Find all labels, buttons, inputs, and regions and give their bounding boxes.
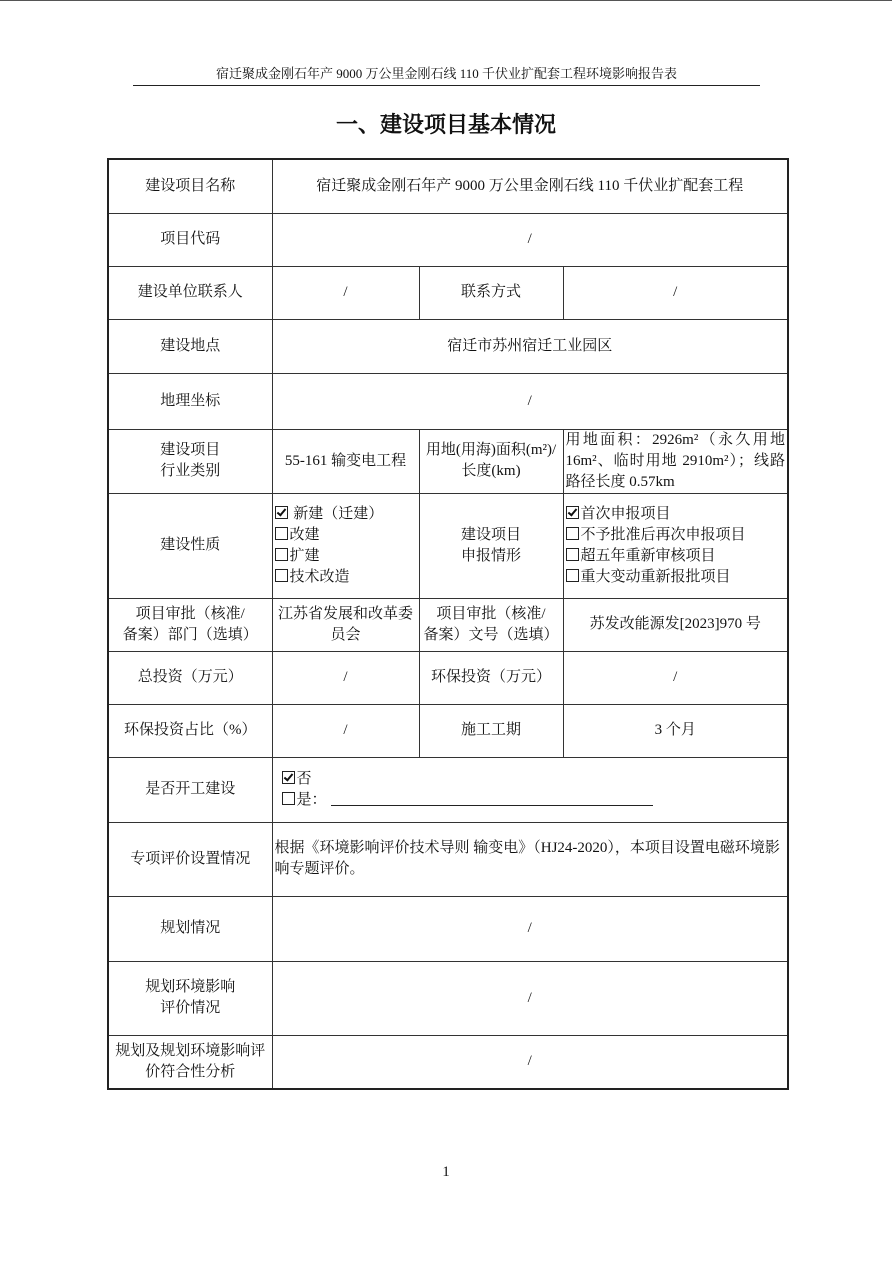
label <box>419 598 563 651</box>
option-label: 技术改造 <box>289 568 350 585</box>
label-line: 价符合性分析 <box>145 1063 236 1080</box>
value: / <box>272 704 419 757</box>
option-no[interactable] <box>282 769 786 790</box>
label: 施工工期 <box>419 704 563 757</box>
label-line: 项目审批（核准/ <box>135 605 245 622</box>
declaration-options <box>563 493 788 598</box>
row-location <box>108 319 788 373</box>
label-line: 备案）部门（选填） <box>122 626 258 643</box>
row-contact <box>108 266 788 319</box>
option-label: 超五年重新审核项目 <box>580 547 716 564</box>
label: 项目代码 <box>108 213 272 266</box>
section-title: 一、建设项目基本情况 <box>335 113 556 138</box>
label <box>419 493 563 598</box>
label <box>108 961 272 1035</box>
option[interactable] <box>275 567 417 588</box>
checkbox-icon[interactable] <box>275 527 288 540</box>
value: / <box>563 651 788 704</box>
row-code <box>108 213 788 266</box>
option-yes[interactable] <box>282 790 786 811</box>
value: / <box>272 651 419 704</box>
label-line: 评价情况 <box>160 1000 221 1016</box>
row-started <box>108 757 788 822</box>
value: 55-161 输变电工程 <box>272 429 419 493</box>
value: / <box>563 266 788 319</box>
label: 建设地点 <box>108 319 272 373</box>
checkbox-icon[interactable] <box>566 527 579 540</box>
page-number: 1 <box>442 1164 450 1180</box>
label: 建设性质 <box>108 493 272 598</box>
value: 根据《环境影响评价技术导则 输变电》（HJ24-2020），本项目设置电磁环境影响专题评价。 <box>272 822 788 896</box>
label-line: 申报情形 <box>460 547 521 564</box>
label: 建设项目名称 <box>108 159 272 213</box>
project-info-table <box>107 158 789 1090</box>
option[interactable] <box>275 525 417 546</box>
label: 地理坐标 <box>108 373 272 429</box>
option-label: 扩建 <box>289 547 320 564</box>
option-label: 是： <box>296 791 327 808</box>
option[interactable] <box>566 546 786 567</box>
label: 是否开工建设 <box>108 757 272 822</box>
option-label: 新建（迁建） <box>289 505 384 522</box>
label: 专项评价设置情况 <box>108 822 272 896</box>
option[interactable] <box>275 504 417 525</box>
value: / <box>272 213 788 266</box>
label-line: 规划及规划环境影响评 <box>115 1042 266 1059</box>
label: 联系方式 <box>419 266 563 319</box>
row-name <box>108 159 788 213</box>
checkbox-icon[interactable] <box>275 569 288 582</box>
value: 苏发改能源发[2023]970 号 <box>563 598 788 651</box>
checkbox-icon[interactable] <box>275 506 288 519</box>
value: 用地面积：2926m²（永久用地16m²、临时用地 2910m²）；线路路径长度 0.57km <box>563 429 788 493</box>
label: 规划情况 <box>108 896 272 961</box>
checkbox-icon[interactable] <box>282 792 295 805</box>
label-line: 用地(用海)面积(m²)/ <box>425 442 557 458</box>
value: 江苏省发展和改革委员会 <box>272 598 419 651</box>
row-nature <box>108 493 788 598</box>
option[interactable] <box>566 525 786 546</box>
option-label: 否 <box>296 770 312 787</box>
page-edge <box>0 0 892 1</box>
checkbox-icon[interactable] <box>566 548 579 561</box>
row-planning <box>108 896 788 961</box>
label: 总投资（万元） <box>108 651 272 704</box>
label <box>108 598 272 651</box>
value: / <box>272 373 788 429</box>
label-line: 行业类别 <box>160 463 221 479</box>
value: / <box>272 266 419 319</box>
value: 宿迁市苏州宿迁工业园区 <box>272 319 788 373</box>
value: / <box>272 961 788 1035</box>
checkbox-icon[interactable] <box>275 548 288 561</box>
option-label: 重大变动重新报批项目 <box>580 568 731 585</box>
value: / <box>272 896 788 961</box>
row-conformity <box>108 1035 788 1089</box>
label: 环保投资（万元） <box>419 651 563 704</box>
label-line: 建设项目 <box>160 442 221 458</box>
label-line: 项目审批（核准/ <box>436 605 546 622</box>
option[interactable] <box>275 546 417 567</box>
label-line: 长度(km) <box>461 463 521 479</box>
option-label: 不予批准后再次申报项目 <box>580 526 746 543</box>
option[interactable] <box>566 504 786 525</box>
blank-line[interactable] <box>331 791 653 806</box>
checkbox-icon[interactable] <box>566 569 579 582</box>
nature-options <box>272 493 419 598</box>
row-approval <box>108 598 788 651</box>
row-industry <box>108 429 788 493</box>
option-label: 首次申报项目 <box>580 505 671 522</box>
row-planning-env <box>108 961 788 1035</box>
label <box>108 429 272 493</box>
option[interactable] <box>566 567 786 588</box>
label <box>419 429 563 493</box>
label-line: 备案）文号（选填） <box>423 626 559 643</box>
row-invest <box>108 651 788 704</box>
value: 宿迁聚成金刚石年产 9000 万公里金刚石线 110 千伏业扩配套工程 <box>272 159 788 213</box>
label-line: 建设项目 <box>460 526 521 543</box>
value: 3 个月 <box>563 704 788 757</box>
label: 环保投资占比（%） <box>108 704 272 757</box>
row-coords <box>108 373 788 429</box>
value: / <box>272 1035 788 1089</box>
row-ratio <box>108 704 788 757</box>
option-label: 改建 <box>289 526 320 543</box>
row-special <box>108 822 788 896</box>
checkbox-icon[interactable] <box>566 506 579 519</box>
label: 建设单位联系人 <box>108 266 272 319</box>
checkbox-icon[interactable] <box>282 771 295 784</box>
label <box>108 1035 272 1089</box>
started-options <box>272 757 788 822</box>
label-line: 规划环境影响 <box>145 979 236 995</box>
running-header: 宿迁聚成金刚石年产 9000 万公里金刚石线 110 千伏业扩配套工程环境影响报告表 <box>133 63 760 86</box>
